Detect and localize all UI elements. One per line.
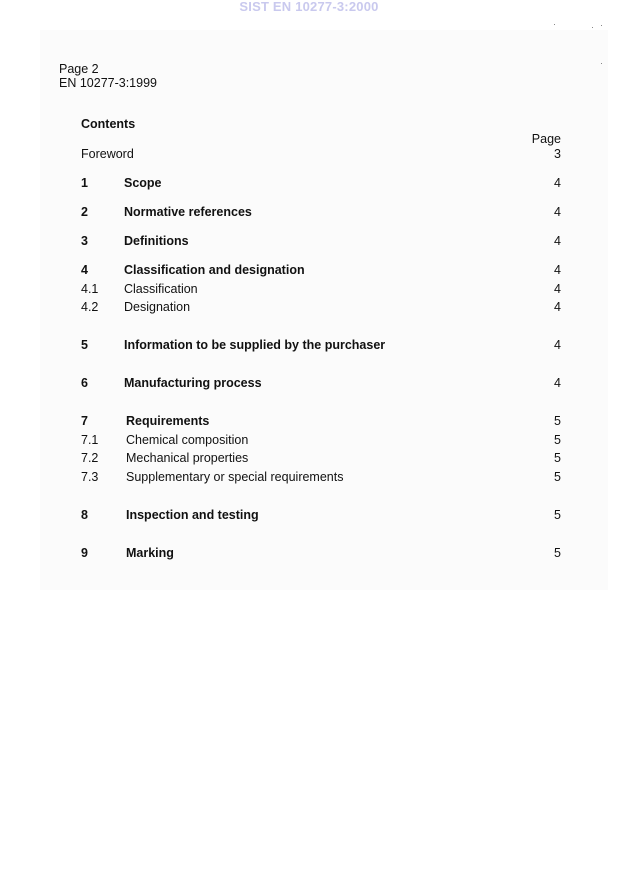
scan-speck xyxy=(601,63,602,64)
toc-entry-title: Supplementary or special requirements xyxy=(126,470,344,484)
toc-entry-number: 3 xyxy=(81,234,88,248)
toc-entry-title: Requirements xyxy=(126,414,210,428)
toc-entry-number: 7.3 xyxy=(81,470,99,484)
toc-entry-9[interactable] xyxy=(81,545,561,561)
toc-entry-7[interactable] xyxy=(81,413,561,429)
toc-entry-number: 9 xyxy=(81,546,88,560)
toc-entry-title: Marking xyxy=(126,546,174,560)
toc-entry-title: Scope xyxy=(124,176,162,190)
toc-entry-number: 1 xyxy=(81,176,88,190)
toc-entry-title: Normative references xyxy=(124,205,252,219)
toc-entry-title: Definitions xyxy=(124,234,189,248)
toc-entry-6[interactable] xyxy=(81,375,561,391)
toc-entry-number: 7 xyxy=(81,414,88,428)
toc-entry-number: 6 xyxy=(81,376,88,390)
toc-entry-title: Foreword xyxy=(81,147,134,161)
toc-entry-foreword[interactable] xyxy=(81,146,561,162)
toc-entry-title: Designation xyxy=(124,300,191,314)
toc-entry-page: 4 xyxy=(554,205,561,219)
toc-entry-page: 4 xyxy=(554,282,561,296)
toc-entry-page: 5 xyxy=(554,433,561,447)
toc-entry-page: 4 xyxy=(554,376,561,390)
toc-entry-page: 4 xyxy=(554,300,561,314)
toc-entry-number: 7.2 xyxy=(81,451,99,465)
page-column-label: Page xyxy=(531,132,561,146)
toc-entry-number: 8 xyxy=(81,508,88,522)
toc-entry-4[interactable] xyxy=(81,262,561,278)
toc-entry-page: 5 xyxy=(554,508,561,522)
standard-reference: EN 10277-3:1999 xyxy=(59,76,157,90)
toc-entry-8[interactable] xyxy=(81,507,561,523)
toc-entry-title: Mechanical properties xyxy=(126,451,249,465)
toc-entry-5[interactable] xyxy=(81,337,561,353)
toc-entry-number: 4 xyxy=(81,263,88,277)
toc-entry-1[interactable] xyxy=(81,175,561,191)
toc-entry-page: 3 xyxy=(554,147,561,161)
toc-entry-3[interactable] xyxy=(81,233,561,249)
toc-entry-page: 4 xyxy=(554,234,561,248)
toc-entry-2[interactable] xyxy=(81,204,561,220)
scan-speck xyxy=(592,27,593,28)
toc-entry-4-1[interactable] xyxy=(81,281,561,297)
toc-entry-title: Inspection and testing xyxy=(126,508,259,522)
toc-entry-7-1[interactable] xyxy=(81,432,561,448)
toc-entry-number: 5 xyxy=(81,338,88,352)
scan-speck xyxy=(554,24,555,25)
toc-entry-page: 5 xyxy=(554,470,561,484)
toc-entry-number: 4.1 xyxy=(81,282,99,296)
toc-entry-title: Classification xyxy=(124,282,198,296)
toc-entry-4-2[interactable] xyxy=(81,299,561,315)
toc-entry-number: 4.2 xyxy=(81,300,99,314)
toc-entry-number: 2 xyxy=(81,205,88,219)
toc-entry-7-3[interactable] xyxy=(81,469,561,485)
toc-entry-page: 4 xyxy=(554,338,561,352)
toc-entry-title: Information to be supplied by the purchaser xyxy=(124,338,386,352)
toc-entry-page: 4 xyxy=(554,263,561,277)
toc-entry-page: 4 xyxy=(554,176,561,190)
toc-entry-title: Chemical composition xyxy=(126,433,249,447)
contents-heading: Contents xyxy=(81,117,136,131)
watermark: SIST EN 10277-3:2000 xyxy=(239,0,379,14)
toc-entry-page: 5 xyxy=(554,546,561,560)
scan-speck xyxy=(601,25,602,26)
toc-entry-title: Manufacturing process xyxy=(124,376,262,390)
page-number-label: Page 2 xyxy=(59,62,99,76)
toc-entry-7-2[interactable] xyxy=(81,450,561,466)
toc-entry-page: 5 xyxy=(554,414,561,428)
toc-entry-page: 5 xyxy=(554,451,561,465)
toc-entry-title: Classification and designation xyxy=(124,263,305,277)
toc-entry-number: 7.1 xyxy=(81,433,99,447)
